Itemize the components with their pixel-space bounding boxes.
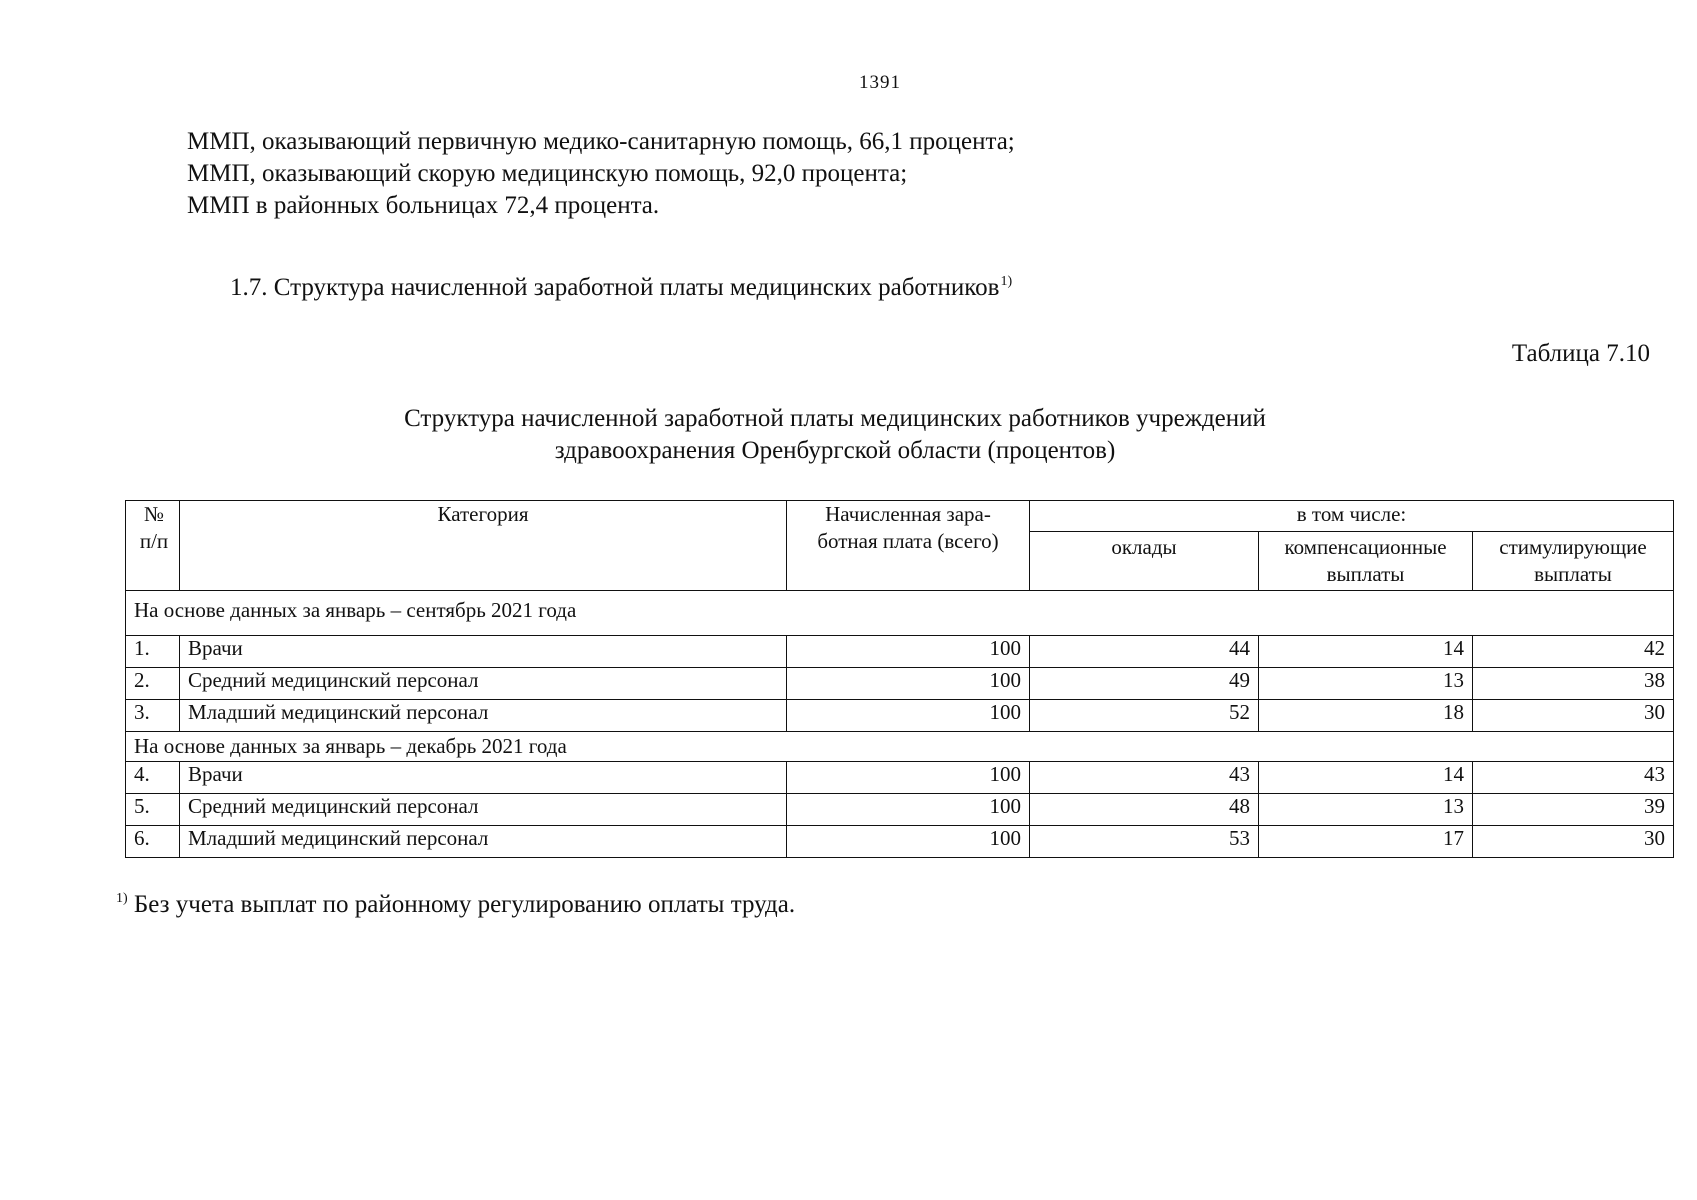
paragraph-line: ММП в районных больницах 72,4 процента. (187, 192, 660, 219)
row-incentive: 38 (1473, 668, 1674, 700)
row-incentive: 43 (1473, 762, 1674, 794)
row-compensation: 13 (1259, 668, 1473, 700)
table-label: Таблица 7.10 (1511, 340, 1650, 367)
row-number: 3. (126, 700, 180, 732)
paragraph-line: ММП, оказывающий скорую медицинскую помощь, 92,0 процента; (187, 160, 908, 187)
table-row (126, 668, 1674, 700)
footnote-marker: 1) (116, 891, 128, 906)
header-total: Начисленная зара-ботная плата (всего) (787, 501, 1030, 591)
row-salaries: 43 (1030, 762, 1259, 794)
row-incentive: 42 (1473, 636, 1674, 668)
header-including: в том числе: (1030, 501, 1674, 532)
row-total: 100 (787, 668, 1030, 700)
row-number: 4. (126, 762, 180, 794)
section-row (126, 732, 1674, 762)
row-number: 1. (126, 636, 180, 668)
row-incentive: 30 (1473, 826, 1674, 858)
row-total: 100 (787, 636, 1030, 668)
row-compensation: 14 (1259, 762, 1473, 794)
table-title-line: здравоохранения Оренбургской области (процентов) (554, 437, 1116, 464)
section-heading-text: 1.7. Структура начисленной заработной платы медицинских работников (230, 274, 1000, 301)
table-row (126, 700, 1674, 732)
table-title (125, 403, 1545, 467)
row-number: 6. (126, 826, 180, 858)
row-category: Средний медицинский персонал (180, 668, 787, 700)
section-title: На основе данных за январь – декабрь 2021 года (126, 732, 1674, 762)
header-incentive: стимулирующие выплаты (1473, 532, 1674, 591)
row-compensation: 13 (1259, 794, 1473, 826)
header-salaries: оклады (1030, 532, 1259, 591)
row-number: 5. (126, 794, 180, 826)
header-category: Категория (180, 501, 787, 591)
header-compensation: компенсационные выплаты (1259, 532, 1473, 591)
table-title-line: Структура начисленной заработной платы медицинских работников учреждений (404, 405, 1266, 432)
row-salaries: 53 (1030, 826, 1259, 858)
row-category: Врачи (180, 762, 787, 794)
row-category: Средний медицинский персонал (180, 794, 787, 826)
row-compensation: 18 (1259, 700, 1473, 732)
row-category: Врачи (180, 636, 787, 668)
paragraph-line: ММП, оказывающий первичную медико-санитарную помощь, 66,1 процента; (187, 128, 1015, 155)
row-compensation: 17 (1259, 826, 1473, 858)
row-total: 100 (787, 826, 1030, 858)
row-salaries: 44 (1030, 636, 1259, 668)
row-total: 100 (787, 794, 1030, 826)
footnote-reference: 1) (1000, 274, 1013, 289)
row-total: 100 (787, 700, 1030, 732)
footnote-text: Без учета выплат по районному регулированию оплаты труда. (133, 891, 796, 918)
row-category: Младший медицинский персонал (180, 826, 787, 858)
table-row (126, 762, 1674, 794)
table-row (126, 636, 1674, 668)
section-title: На основе данных за январь – сентябрь 2021 года (126, 591, 1674, 636)
header-number-label: № п/п (139, 502, 169, 553)
salary-structure-table (125, 500, 1674, 858)
row-salaries: 49 (1030, 668, 1259, 700)
row-salaries: 52 (1030, 700, 1259, 732)
section-row (126, 591, 1674, 636)
row-compensation: 14 (1259, 636, 1473, 668)
table-row (126, 826, 1674, 858)
row-incentive: 39 (1473, 794, 1674, 826)
row-category: Младший медицинский персонал (180, 700, 787, 732)
row-number: 2. (126, 668, 180, 700)
header-number (126, 501, 180, 591)
footnote (115, 891, 795, 919)
row-total: 100 (787, 762, 1030, 794)
section-heading (230, 274, 1012, 302)
table-row (126, 794, 1674, 826)
row-incentive: 30 (1473, 700, 1674, 732)
row-salaries: 48 (1030, 794, 1259, 826)
page-number: 1391 (859, 72, 901, 93)
